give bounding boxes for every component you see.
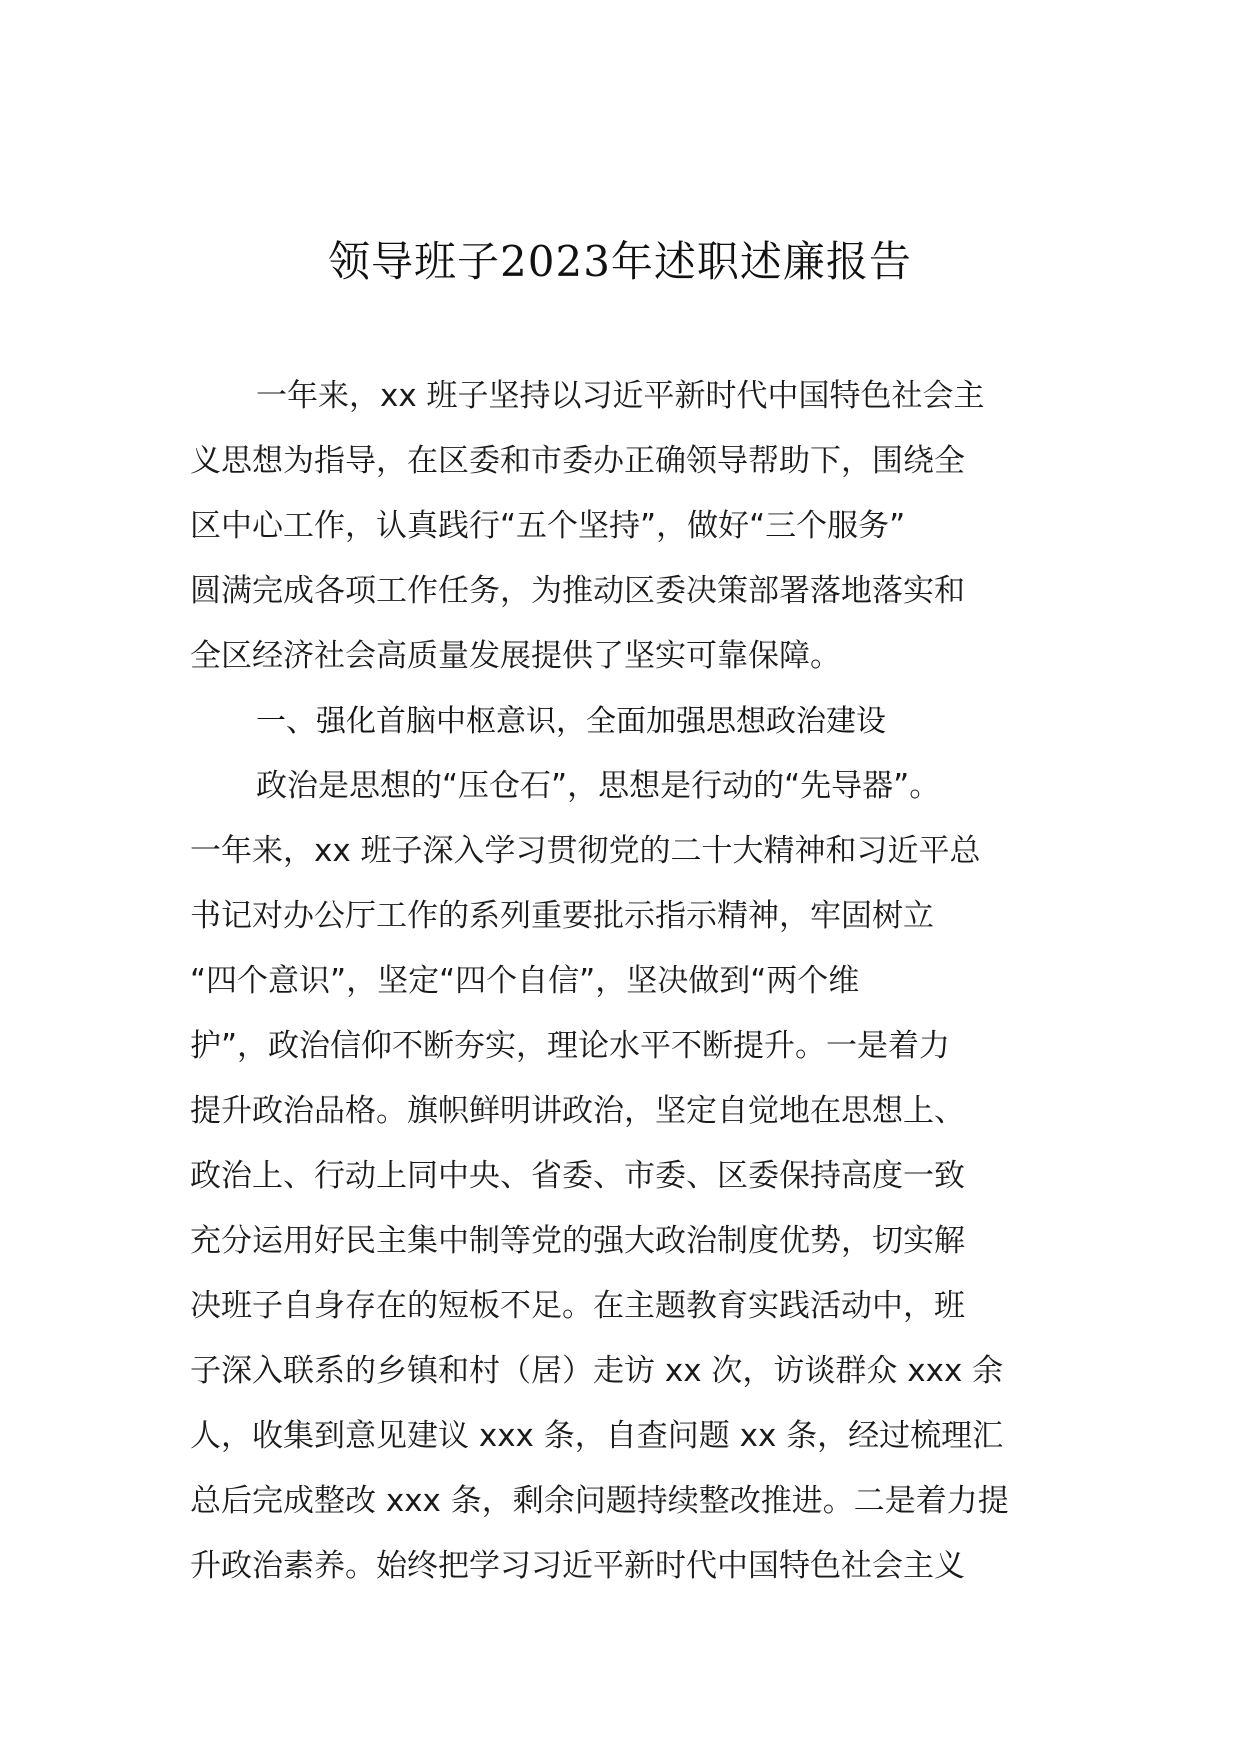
- paragraph-line: “四个意识”，坚定“四个自信”，坚决做到“两个维: [190, 963, 860, 999]
- paragraph-line: 人，收集到意见建议 xxx 条，自查问题 xx 条，经过梳理汇: [190, 1418, 1004, 1454]
- paragraph-line: 护”，政治信仰不断夯实，理论水平不断提升。一是着力: [190, 1028, 951, 1064]
- paragraph-line: 政治是思想的“压仓石”，思想是行动的“先导器”。: [256, 768, 941, 804]
- paragraph-line: 升政治素养。始终把学习习近平新时代中国特色社会主义: [190, 1548, 965, 1584]
- paragraph-line: 子深入联系的乡镇和村（居）走访 xx 次，访谈群众 xxx 余: [190, 1353, 1004, 1389]
- paragraph-line: 提升政治品格。旗帜鲜明讲政治，坚定自觉地在思想上、: [190, 1093, 965, 1129]
- paragraph-line: 决班子自身存在的短板不足。在主题教育实践活动中，班: [190, 1288, 965, 1324]
- paragraph-line: 义思想为指导，在区委和市委办正确领导帮助下，围绕全: [190, 443, 965, 479]
- paragraph-line: 区中心工作，认真践行“五个坚持”，做好“三个服务”: [190, 508, 906, 544]
- paragraph-line: 充分运用好民主集中制等党的强大政治制度优势，切实解: [190, 1223, 965, 1259]
- paragraph-line: 全区经济社会高质量发展提供了坚实可靠保障。: [190, 638, 841, 674]
- paragraph-line: 圆满完成各项工作任务，为推动区委决策部署落地落实和: [190, 573, 965, 609]
- paragraph-line: 一年来，xx 班子坚持以习近平新时代中国特色社会主: [256, 378, 985, 414]
- section-heading: 一、强化首脑中枢意识，全面加强思想政治建设: [256, 704, 886, 739]
- paragraph-line: 一年来，xx 班子深入学习贯彻党的二十大精神和习近平总: [190, 833, 981, 869]
- paragraph-line: 政治上、行动上同中央、省委、市委、区委保持高度一致: [190, 1158, 965, 1194]
- document-body: [190, 364, 1052, 1599]
- document-title: 领导班子2023年述职述廉报告: [328, 237, 912, 286]
- paragraph-line: 书记对办公厅工作的系列重要批示指示精神，牢固树立: [190, 898, 934, 934]
- paragraph-line: 总后完成整改 xxx 条，剩余问题持续整改推进。二是着力提: [190, 1483, 1009, 1519]
